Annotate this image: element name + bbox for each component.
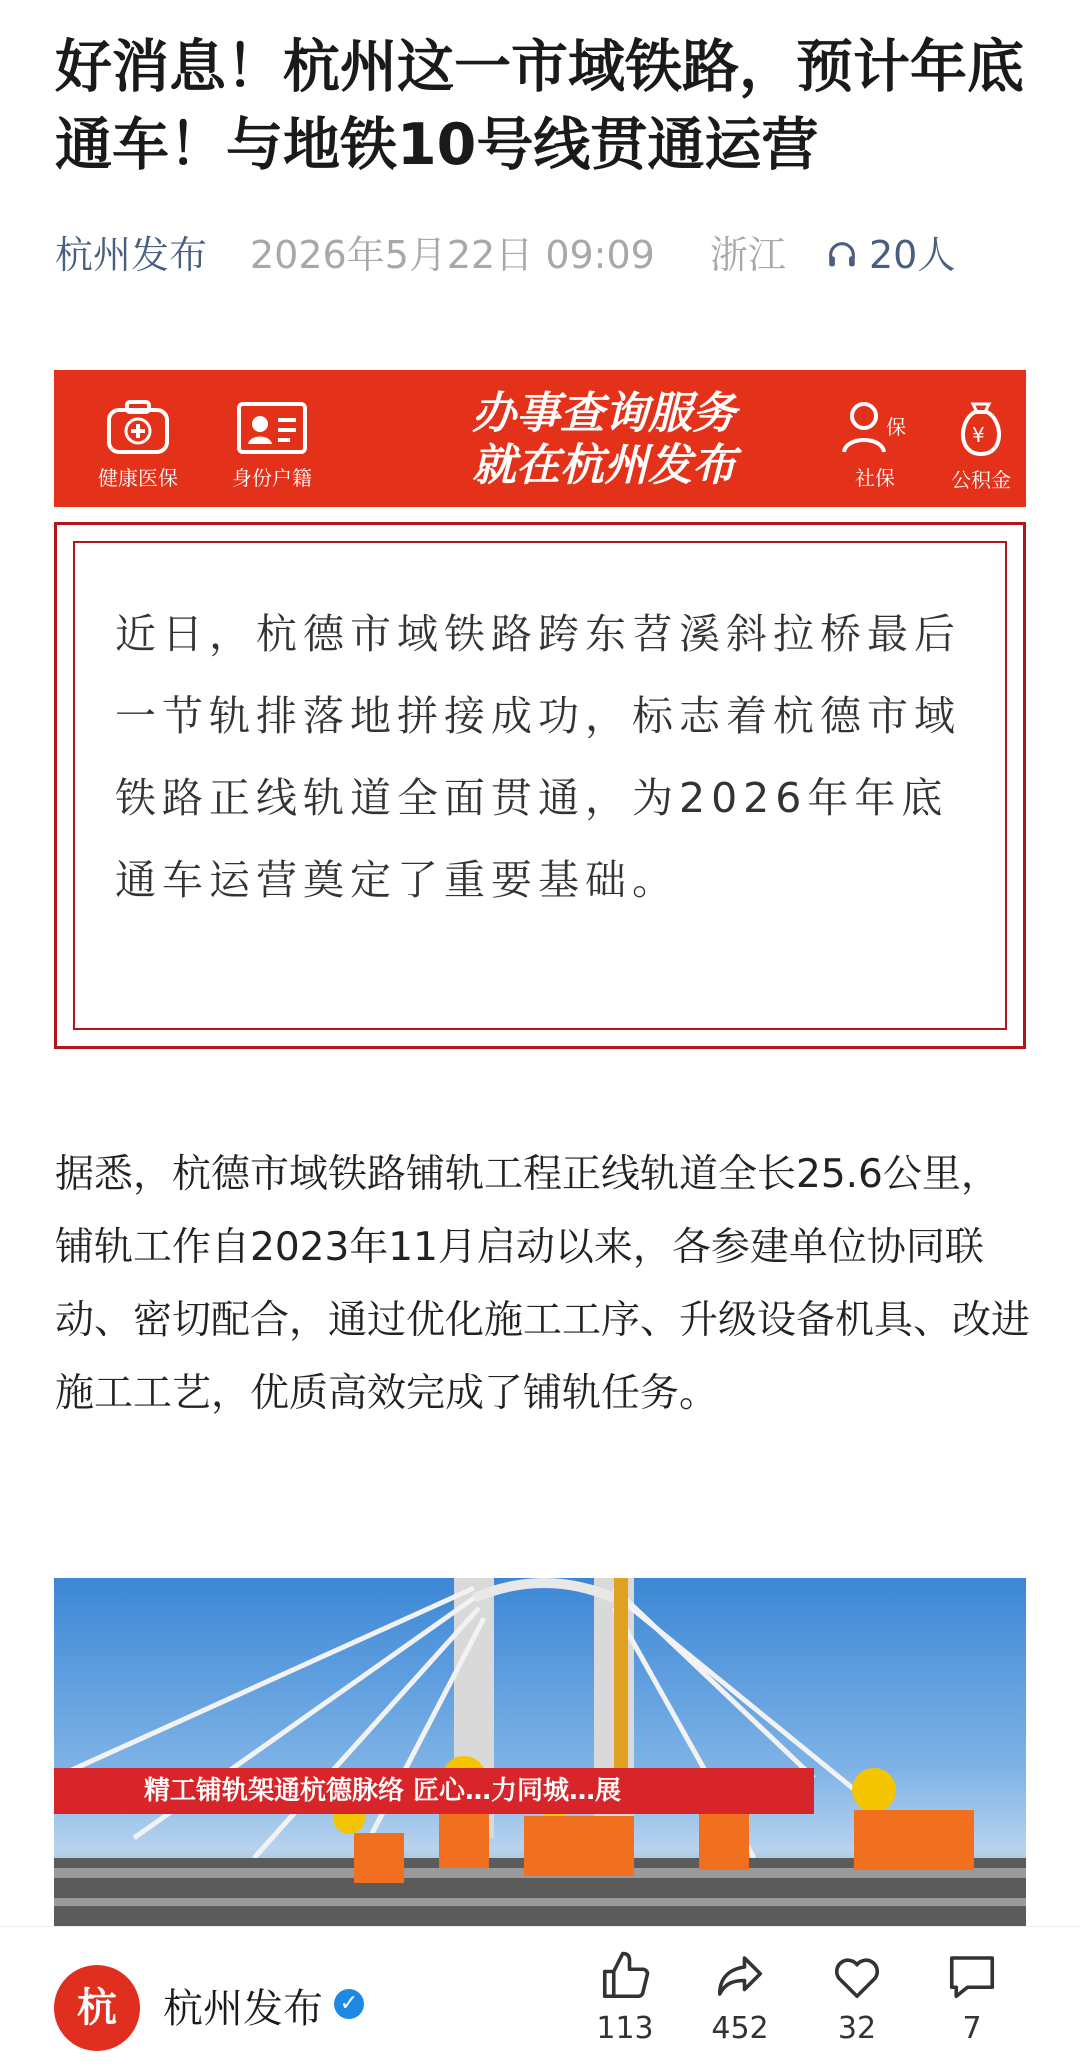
id-card-icon [236, 398, 308, 456]
article-meta [55, 225, 1055, 285]
bridge-cables-illustration [54, 1578, 1026, 1926]
favorite-button[interactable] [807, 1949, 907, 2046]
service-banner[interactable] [54, 370, 1026, 507]
summary-text: 近日，杭德市域铁路跨东苕溪斜拉桥最后一节轨排落地拼接成功，标志着杭德市域铁路正线轨道全面贯通，为2026年年底通车运营奠定了重要基础。 [115, 610, 961, 904]
summary-box [54, 522, 1026, 1049]
publish-date: 2026年5月22日 09:09 [250, 233, 655, 277]
share-count: 452 [711, 2011, 769, 2046]
person-shield-icon [840, 398, 910, 456]
banner-item-health[interactable] [78, 398, 198, 491]
svg-text:保: 保 [886, 415, 906, 439]
photo-slogan-banner: 精工铺轨架通杭德脉络 匠心…力同城…展 [54, 1768, 814, 1814]
verified-badge-icon: ✓ [334, 1989, 364, 2019]
region-label: 浙江 [710, 233, 787, 277]
svg-text:¥: ¥ [972, 423, 985, 447]
like-count: 113 [596, 2011, 654, 2046]
medical-kit-icon [105, 398, 171, 456]
listen-button[interactable] [825, 225, 955, 285]
share-arrow-icon [713, 1949, 767, 2003]
article-title: 好消息！杭州这一市域铁路，预计年底通车！与地铁10号线贯通运营 [55, 34, 1024, 178]
favorite-count: 32 [837, 2011, 877, 2046]
banner-item-id[interactable] [212, 398, 332, 491]
body-paragraph: 据悉，杭德市域铁路铺轨工程正线轨道全长25.6公里，铺轨工作自2023年11月启动以来，各参建单位协同联动、密切配合，通过优化施工工序、升级设备机具、改进施工工艺，优质高效完成了铺轨任务。 [55, 1152, 1031, 1416]
author-link[interactable]: 杭州发布 [55, 233, 208, 277]
comment-button[interactable] [922, 1949, 1022, 2046]
banner-item-label: 社保 [855, 466, 895, 490]
heart-icon [830, 1949, 884, 2003]
article-photo[interactable] [54, 1578, 1026, 1926]
listener-count: 20人 [869, 233, 956, 277]
banner-slogan: 办事查询服务 就在杭州发布 [472, 388, 736, 491]
comment-count: 7 [962, 2011, 982, 2046]
money-bag-icon [951, 398, 1011, 458]
like-button[interactable] [575, 1949, 675, 2046]
account-name[interactable]: 杭州发布 [163, 1986, 323, 2032]
headphones-icon [825, 238, 859, 272]
share-button[interactable] [690, 1949, 790, 2046]
banner-item-social[interactable] [820, 398, 930, 491]
thumbs-up-icon [598, 1949, 652, 2003]
comment-bubble-icon [945, 1949, 999, 2003]
banner-item-label: 健康医保 [98, 466, 178, 490]
bottom-action-bar [0, 1926, 1080, 2067]
banner-item-label: 身份户籍 [232, 466, 312, 490]
banner-item-label: 公积金 [951, 468, 1011, 492]
banner-item-fund[interactable] [936, 398, 1026, 493]
account-avatar[interactable]: 杭 [54, 1965, 140, 2051]
